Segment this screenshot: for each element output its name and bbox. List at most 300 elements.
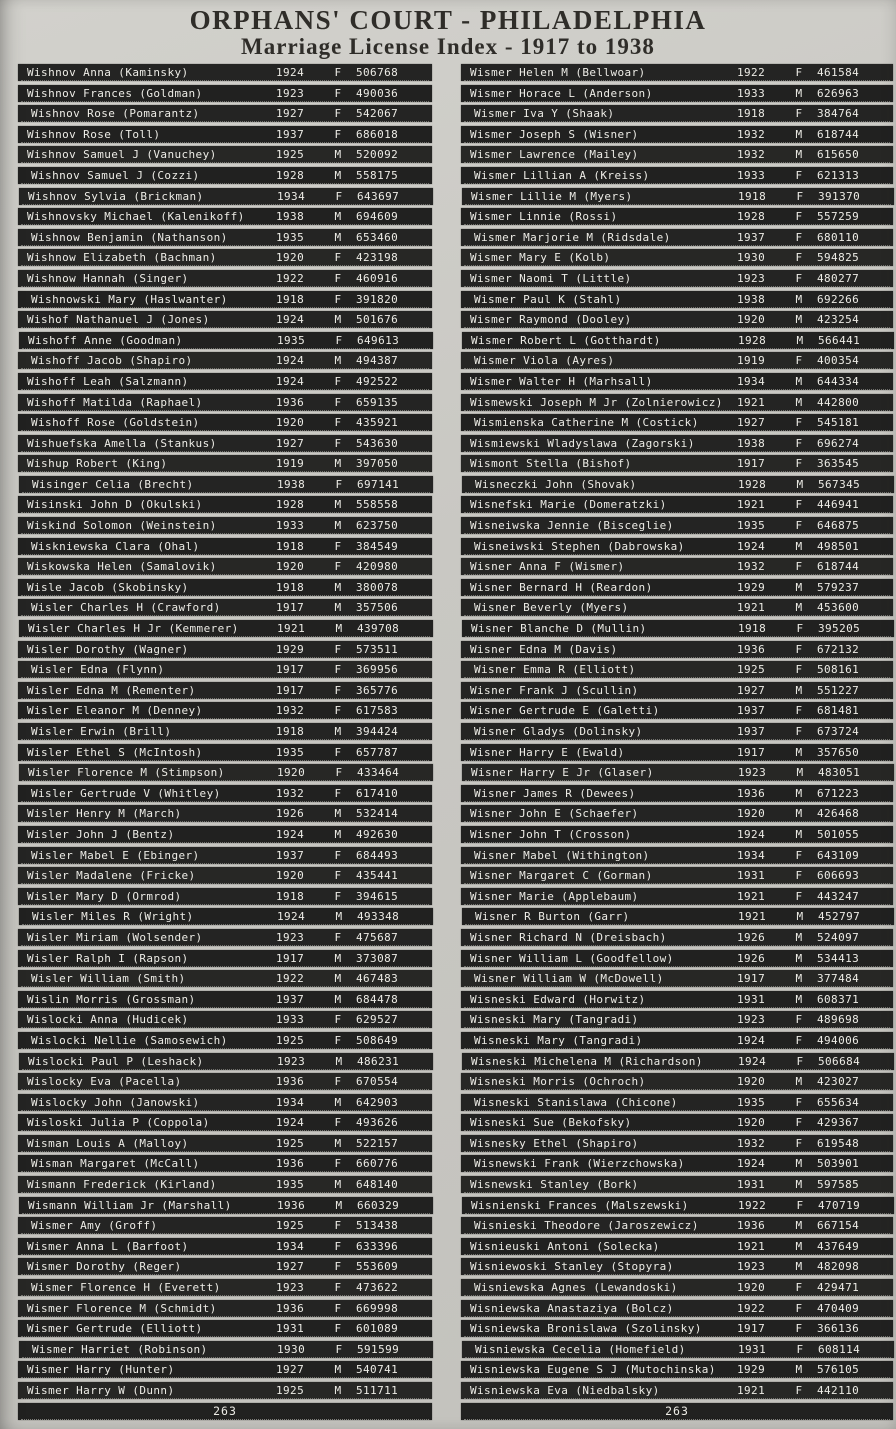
entry-sex: M	[335, 1198, 343, 1212]
entry-sex: F	[795, 230, 803, 244]
entry-sex: F	[334, 66, 342, 79]
entry-sex: M	[795, 1363, 803, 1377]
entry-name: Wismer Lawrence (Mailey)	[470, 148, 639, 162]
entry-year: 1923	[737, 1260, 766, 1274]
entry-year: 1935	[276, 1178, 305, 1192]
entry-year: 1931	[737, 992, 766, 1006]
index-row	[461, 1320, 893, 1337]
entry-name: Wisner Richard N (Dreisbach)	[470, 930, 667, 944]
entry-name: Wismann Frederick (Kirland)	[27, 1178, 217, 1192]
entry-sex: F	[334, 374, 342, 388]
index-row	[462, 1341, 894, 1358]
entry-name: Wisler William (Smith)	[31, 972, 186, 986]
index-row	[18, 146, 432, 163]
entry-license-number: 644334	[817, 374, 860, 388]
index-row	[462, 1197, 894, 1214]
entry-sex: F	[334, 251, 342, 265]
entry-sex: F	[795, 725, 803, 738]
entry-name: Wislocky John (Janowski)	[31, 1095, 200, 1109]
entry-year: 1918	[737, 107, 766, 121]
entry-license-number: 473622	[356, 1281, 399, 1295]
entry-name: Wisle Jacob (Skobinsky)	[27, 580, 189, 594]
index-row	[18, 682, 432, 699]
index-row	[461, 146, 893, 163]
entry-year: 1937	[276, 848, 305, 862]
entry-year: 1924	[737, 1157, 766, 1171]
entry-name: Wismer Linnie (Rossi)	[470, 210, 618, 224]
entry-year: 1920	[276, 560, 305, 574]
entry-sex: F	[795, 168, 803, 182]
entry-year: 1924	[276, 827, 305, 841]
entry-year: 1917	[737, 745, 766, 759]
index-row	[18, 1238, 432, 1255]
entry-sex: F	[334, 416, 342, 430]
entry-year: 1936	[276, 1301, 305, 1315]
entry-year: 1937	[276, 992, 305, 1006]
entry-year: 1921	[737, 1239, 766, 1253]
entry-name: Wisner Emma R (Elliott)	[474, 663, 636, 677]
entry-year: 1921	[277, 622, 306, 636]
entry-name: Wisneski Mary (Tangradi)	[470, 1013, 639, 1027]
entry-license-number: 681481	[817, 704, 860, 718]
entry-year: 1921	[737, 1384, 766, 1397]
entry-sex: M	[795, 395, 803, 409]
entry-year: 1920	[737, 807, 766, 821]
entry-sex: F	[795, 848, 803, 862]
entry-sex: F	[334, 1116, 342, 1130]
entry-name: Wismiewski Wladyslawa (Zagorski)	[470, 436, 695, 450]
entry-name: Wiskind Solomon (Weinstein)	[27, 519, 217, 533]
index-row	[461, 373, 893, 390]
entry-year: 1926	[737, 951, 766, 965]
entry-sex: F	[334, 1033, 342, 1047]
entry-year: 1920	[277, 766, 306, 780]
entry-sex: F	[795, 704, 803, 718]
entry-license-number: 498501	[817, 539, 860, 553]
entry-year: 1936	[276, 1157, 305, 1171]
entry-year: 1936	[277, 1198, 306, 1212]
entry-license-number: 615650	[817, 148, 860, 162]
entry-license-number: 601089	[356, 1322, 399, 1336]
page-number-row	[18, 1403, 432, 1420]
index-row	[18, 970, 432, 987]
index-row	[461, 1258, 893, 1275]
entry-year: 1925	[276, 1384, 305, 1397]
index-row	[461, 991, 893, 1008]
entry-year: 1928	[276, 498, 305, 512]
entry-sex: F	[334, 683, 342, 697]
entry-name: Wishnov Samuel J (Cozzi)	[31, 168, 200, 182]
index-row	[18, 208, 432, 225]
entry-year: 1932	[737, 1136, 766, 1150]
index-row	[18, 723, 432, 740]
entry-sex: M	[334, 807, 342, 821]
index-row	[461, 929, 893, 946]
index-row	[18, 579, 432, 596]
entry-sex: F	[795, 519, 803, 533]
index-row	[18, 929, 432, 946]
entry-sex: F	[334, 1322, 342, 1336]
entry-license-number: 633396	[356, 1239, 399, 1253]
index-row	[18, 352, 432, 369]
entry-sex: M	[795, 807, 803, 821]
index-row	[19, 332, 433, 349]
entry-year: 1923	[737, 1013, 766, 1027]
entry-name: Wismer Gertrude (Elliott)	[27, 1322, 203, 1336]
entry-year: 1920	[276, 251, 305, 265]
entry-license-number: 617583	[356, 704, 399, 718]
entry-year: 1922	[276, 271, 305, 285]
index-row	[461, 352, 893, 369]
index-row	[19, 764, 433, 781]
entry-year: 1933	[737, 168, 766, 182]
entry-license-number: 673724	[817, 725, 860, 738]
entry-year: 1936	[737, 1219, 766, 1233]
entry-license-number: 363545	[817, 457, 860, 471]
entry-license-number: 437649	[817, 1239, 860, 1253]
entry-year: 1924	[738, 1054, 767, 1068]
index-row	[461, 538, 893, 555]
index-row	[461, 970, 893, 987]
index-row	[461, 414, 893, 431]
entry-name: Wisneski Michelena M (Richardson)	[471, 1054, 703, 1068]
entry-license-number: 692266	[817, 292, 860, 306]
entry-year: 1919	[737, 354, 766, 368]
entry-name: Wisinger Celia (Brecht)	[32, 477, 194, 491]
entry-year: 1933	[737, 86, 766, 100]
entry-sex: M	[334, 519, 342, 533]
entry-year: 1931	[738, 1342, 767, 1356]
entry-license-number: 594825	[817, 251, 860, 265]
entry-year: 1934	[737, 848, 766, 862]
entry-sex: M	[334, 992, 342, 1006]
entry-license-number: 420980	[356, 560, 399, 574]
entry-year: 1924	[277, 910, 306, 924]
entry-sex: M	[795, 148, 803, 162]
entry-license-number: 423198	[356, 251, 399, 265]
entry-name: Wismont Stella (Bishof)	[470, 457, 632, 471]
index-row	[18, 414, 432, 431]
entry-license-number: 511711	[356, 1384, 399, 1397]
index-row	[19, 1197, 433, 1214]
index-row	[18, 270, 432, 287]
index-row	[18, 538, 432, 555]
entry-year: 1921	[737, 889, 766, 903]
entry-sex: M	[795, 1260, 803, 1274]
entry-license-number: 649613	[357, 333, 400, 347]
entry-name: Wishnov Anna (Kaminsky)	[27, 66, 189, 79]
entry-sex: F	[796, 1342, 804, 1356]
entry-sex: M	[334, 725, 342, 738]
entry-license-number: 684493	[356, 848, 399, 862]
entry-sex: F	[334, 1013, 342, 1027]
entry-sex: F	[334, 889, 342, 903]
entry-year: 1929	[276, 642, 305, 656]
entry-year: 1920	[737, 1116, 766, 1130]
entry-sex: M	[796, 766, 804, 780]
entry-year: 1926	[276, 807, 305, 821]
entry-sex: F	[795, 1116, 803, 1130]
entry-name: Wismer Harry (Hunter)	[27, 1363, 175, 1377]
entry-sex: M	[795, 930, 803, 944]
entry-year: 1920	[737, 313, 766, 327]
entry-name: Wisnieski Theodore (Jaroszewicz)	[474, 1219, 699, 1233]
entry-license-number: 558558	[356, 498, 399, 512]
entry-year: 1934	[276, 1239, 305, 1253]
entry-name: Wismewski Joseph M Jr (Zolnierowicz)	[470, 395, 723, 409]
entry-license-number: 670554	[356, 1075, 399, 1089]
entry-name: Wismer Lillie M (Myers)	[471, 189, 633, 203]
entry-sex: M	[795, 1239, 803, 1253]
entry-name: Wisneski Morris (Ochroch)	[470, 1075, 646, 1089]
entry-year: 1936	[737, 786, 766, 800]
entry-year: 1918	[276, 292, 305, 306]
entry-sex: F	[334, 642, 342, 656]
entry-sex: M	[795, 292, 803, 306]
entry-sex: F	[795, 1013, 803, 1027]
entry-name: Wisnieuski Antoni (Solecka)	[470, 1239, 660, 1253]
entry-name: Wishnow Benjamin (Nathanson)	[31, 230, 228, 244]
index-row	[18, 1114, 432, 1131]
entry-license-number: 470719	[818, 1198, 861, 1212]
index-row	[18, 1073, 432, 1090]
entry-name: Wisler Mabel E (Ebinger)	[31, 848, 200, 862]
entry-year: 1925	[276, 148, 305, 162]
entry-license-number: 553609	[356, 1260, 399, 1274]
entry-year: 1933	[276, 1013, 305, 1027]
entry-sex: F	[795, 1136, 803, 1150]
index-row	[18, 1094, 432, 1111]
entry-license-number: 357506	[356, 601, 399, 615]
entry-license-number: 493348	[357, 910, 400, 924]
entry-license-number: 486231	[357, 1054, 400, 1068]
entry-name: Wisner Bernard H (Reardon)	[470, 580, 653, 594]
index-row	[462, 1053, 894, 1070]
entry-sex: F	[795, 271, 803, 285]
page-number-row	[461, 1403, 893, 1420]
entry-year: 1917	[276, 663, 305, 677]
entry-name: Wismer Mary E (Kolb)	[470, 251, 611, 265]
entry-license-number: 452797	[818, 910, 861, 924]
entry-year: 1927	[737, 683, 766, 697]
entry-license-number: 380078	[356, 580, 399, 594]
entry-year: 1917	[276, 683, 305, 697]
entry-sex: M	[795, 86, 803, 100]
entry-sex: F	[334, 292, 342, 306]
entry-license-number: 429367	[817, 1116, 860, 1130]
entry-name: Wisneski Stanislawa (Chicone)	[474, 1095, 678, 1109]
entry-license-number: 532414	[356, 807, 399, 821]
entry-name: Wisniewska Bronislawa (Szolinsky)	[470, 1322, 702, 1336]
entry-license-number: 483051	[818, 766, 861, 780]
entry-license-number: 626963	[817, 86, 860, 100]
entry-license-number: 439708	[357, 622, 400, 636]
entry-year: 1924	[737, 1033, 766, 1047]
entry-sex: F	[795, 498, 803, 512]
index-row	[18, 1176, 432, 1193]
entry-sex: M	[334, 827, 342, 841]
entry-sex: M	[334, 457, 342, 471]
entry-year: 1918	[738, 622, 767, 636]
entry-license-number: 373087	[356, 951, 399, 965]
entry-license-number: 506684	[818, 1054, 861, 1068]
entry-year: 1917	[737, 1322, 766, 1336]
entry-sex: F	[334, 786, 342, 800]
entry-license-number: 489698	[817, 1013, 860, 1027]
entry-license-number: 429471	[817, 1281, 860, 1295]
entry-sex: F	[334, 1157, 342, 1171]
entry-sex: F	[334, 1239, 342, 1253]
index-row	[461, 291, 893, 308]
index-row	[462, 620, 894, 637]
index-row	[18, 558, 432, 575]
entry-year: 1937	[276, 127, 305, 141]
entry-license-number: 366136	[817, 1322, 860, 1336]
index-row	[18, 517, 432, 534]
entry-name: Wismer Naomi T (Little)	[470, 271, 632, 285]
index-row	[461, 105, 893, 122]
index-row	[18, 785, 432, 802]
entry-sex: F	[334, 271, 342, 285]
entry-license-number: 443247	[817, 889, 860, 903]
entry-name: Wisner Frank J (Scullin)	[470, 683, 639, 697]
index-row	[461, 1217, 893, 1234]
page-number: 263	[665, 1403, 689, 1418]
entry-year: 1924	[737, 539, 766, 553]
entry-sex: F	[334, 539, 342, 553]
entry-name: Wisler Dorothy (Wagner)	[27, 642, 189, 656]
index-row	[461, 435, 893, 452]
entry-year: 1937	[737, 704, 766, 718]
entry-name: Wismer Paul K (Stahl)	[474, 292, 622, 306]
entry-year: 1927	[737, 416, 766, 430]
entry-year: 1924	[276, 66, 305, 79]
index-row	[18, 702, 432, 719]
entry-license-number: 442800	[817, 395, 860, 409]
entry-sex: F	[795, 889, 803, 903]
entry-name: Wisner Harry E Jr (Glaser)	[471, 766, 654, 780]
entry-name: Wisner Edna M (Davis)	[470, 642, 618, 656]
index-row	[462, 764, 894, 781]
entry-year: 1925	[276, 1219, 305, 1233]
entry-license-number: 508161	[817, 663, 860, 677]
entry-name: Wisner John E (Schaefer)	[470, 807, 639, 821]
entry-sex: F	[334, 1219, 342, 1233]
entry-license-number: 490036	[356, 86, 399, 100]
entry-year: 1938	[737, 292, 766, 306]
entry-license-number: 520092	[356, 148, 399, 162]
entry-sex: F	[795, 869, 803, 883]
entry-name: Wismienska Catherine M (Costick)	[474, 416, 699, 430]
entry-year: 1924	[276, 354, 305, 368]
entry-license-number: 435441	[356, 869, 399, 883]
entry-sex: M	[795, 683, 803, 697]
entry-sex: M	[795, 827, 803, 841]
entry-sex: F	[334, 127, 342, 141]
entry-year: 1934	[276, 1095, 305, 1109]
entry-sex: F	[334, 86, 342, 100]
entry-sex: M	[334, 951, 342, 965]
entry-license-number: 493626	[356, 1116, 399, 1130]
entry-license-number: 357650	[817, 745, 860, 759]
entry-sex: F	[334, 560, 342, 574]
entry-year: 1928	[276, 168, 305, 182]
entry-license-number: 513438	[356, 1219, 399, 1233]
entry-sex: F	[795, 642, 803, 656]
index-row	[18, 991, 432, 1008]
index-row	[18, 826, 432, 843]
entry-name: Wisler Miriam (Wolsender)	[27, 930, 203, 944]
index-row	[18, 744, 432, 761]
entry-sex: M	[334, 230, 342, 244]
entry-year: 1924	[276, 1116, 305, 1130]
entry-name: Wisler Charles H (Crawford)	[31, 601, 221, 615]
entry-license-number: 369956	[356, 663, 399, 677]
entry-year: 1932	[276, 704, 305, 718]
entry-license-number: 608371	[817, 992, 860, 1006]
index-row	[461, 126, 893, 143]
index-row	[18, 1300, 432, 1317]
entry-name: Wisner Gertrude E (Galetti)	[470, 704, 660, 718]
entry-sex: M	[795, 1157, 803, 1171]
entry-license-number: 659135	[356, 395, 399, 409]
index-row	[18, 373, 432, 390]
entry-name: Wishoff Jacob (Shapiro)	[31, 354, 193, 368]
entry-year: 1927	[276, 436, 305, 450]
index-row	[461, 1032, 893, 1049]
entry-license-number: 492630	[356, 827, 399, 841]
index-row	[461, 785, 893, 802]
entry-license-number: 492522	[356, 374, 399, 388]
entry-year: 1924	[737, 827, 766, 841]
entry-sex: F	[795, 1281, 803, 1295]
entry-sex: F	[795, 457, 803, 471]
entry-sex: M	[795, 1178, 803, 1192]
index-row	[461, 1011, 893, 1028]
index-row	[461, 1176, 893, 1193]
index-row	[461, 805, 893, 822]
index-row	[461, 579, 893, 596]
entry-name: Wishup Robert (King)	[27, 457, 168, 471]
entry-license-number: 442110	[817, 1384, 860, 1397]
index-columns	[0, 60, 896, 1423]
entry-sex: M	[335, 910, 343, 924]
entry-name: Wisman Louis A (Malloy)	[27, 1136, 189, 1150]
entry-sex: M	[334, 498, 342, 512]
entry-year: 1931	[276, 1322, 305, 1336]
index-row	[461, 85, 893, 102]
index-row	[18, 291, 432, 308]
entry-sex: M	[796, 333, 804, 347]
entry-name: Wismer Florence M (Schmidt)	[27, 1301, 217, 1315]
index-row	[18, 1382, 432, 1399]
entry-year: 1934	[277, 189, 306, 203]
index-row	[461, 558, 893, 575]
entry-license-number: 453600	[817, 601, 860, 615]
entry-sex: M	[334, 354, 342, 368]
index-row	[461, 394, 893, 411]
index-row	[18, 1217, 432, 1234]
entry-year: 1927	[276, 1363, 305, 1377]
entry-license-number: 508649	[356, 1033, 399, 1047]
entry-name: Wismer Amy (Groff)	[31, 1219, 158, 1233]
entry-license-number: 551227	[817, 683, 860, 697]
entry-license-number: 573511	[356, 642, 399, 656]
entry-year: 1925	[276, 1136, 305, 1150]
entry-name: Wisner Blanche D (Mullin)	[471, 622, 647, 636]
entry-name: Wisner Harry E (Ewald)	[470, 745, 625, 759]
entry-license-number: 540741	[356, 1363, 399, 1377]
